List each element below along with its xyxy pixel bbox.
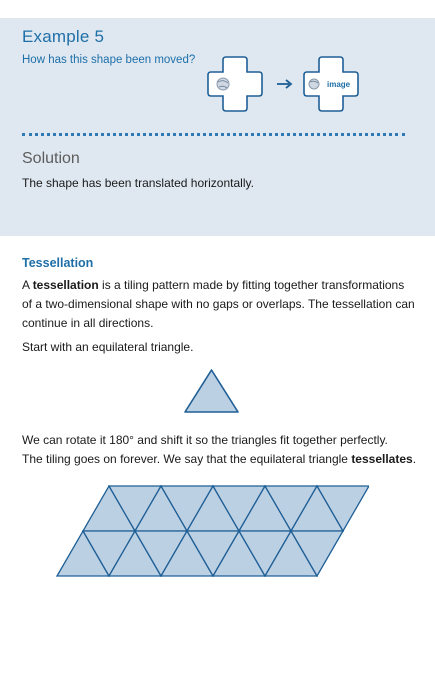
arrow-right-icon	[277, 80, 291, 88]
globe-icon	[217, 78, 229, 90]
definition-prefix: A	[22, 278, 33, 292]
example-title: Example 5	[22, 27, 105, 46]
tessellation-heading: Tessellation	[22, 256, 94, 270]
definition-line2: of a two-dimensional shape with no gaps or overlaps. The tessellation can	[22, 297, 415, 311]
example-panel	[0, 18, 435, 236]
rotation-line1: We can rotate it 180° and shift it so the triangles fit together perfectly.	[22, 433, 388, 447]
tessellates-term: tessellates	[351, 452, 413, 466]
rotation-line2: The tiling goes on forever. We say that the equilateral triangle	[22, 452, 352, 466]
definition-line3: continue in all directions.	[22, 316, 154, 330]
equilateral-triangle	[183, 368, 240, 414]
definition-line1: is a tiling pattern made by fitting together transformations	[98, 278, 405, 292]
example-question: How has this shape been moved?	[22, 54, 196, 66]
globe-icon	[309, 79, 319, 89]
dotted-divider	[22, 133, 405, 136]
image-label: image	[327, 80, 351, 89]
definition-term: tessellation	[32, 278, 99, 292]
original-cross-shape	[208, 57, 262, 111]
rotation-suffix: .	[412, 452, 417, 466]
rotation-text	[22, 431, 417, 469]
triangle-tessellation	[55, 484, 369, 577]
solution-heading: Solution	[22, 150, 80, 167]
translation-diagram	[206, 54, 366, 116]
start-text: Start with an equilateral triangle.	[22, 340, 194, 354]
tessellation-definition	[22, 276, 417, 333]
solution-text: The shape has been translated horizontally.	[22, 176, 254, 190]
